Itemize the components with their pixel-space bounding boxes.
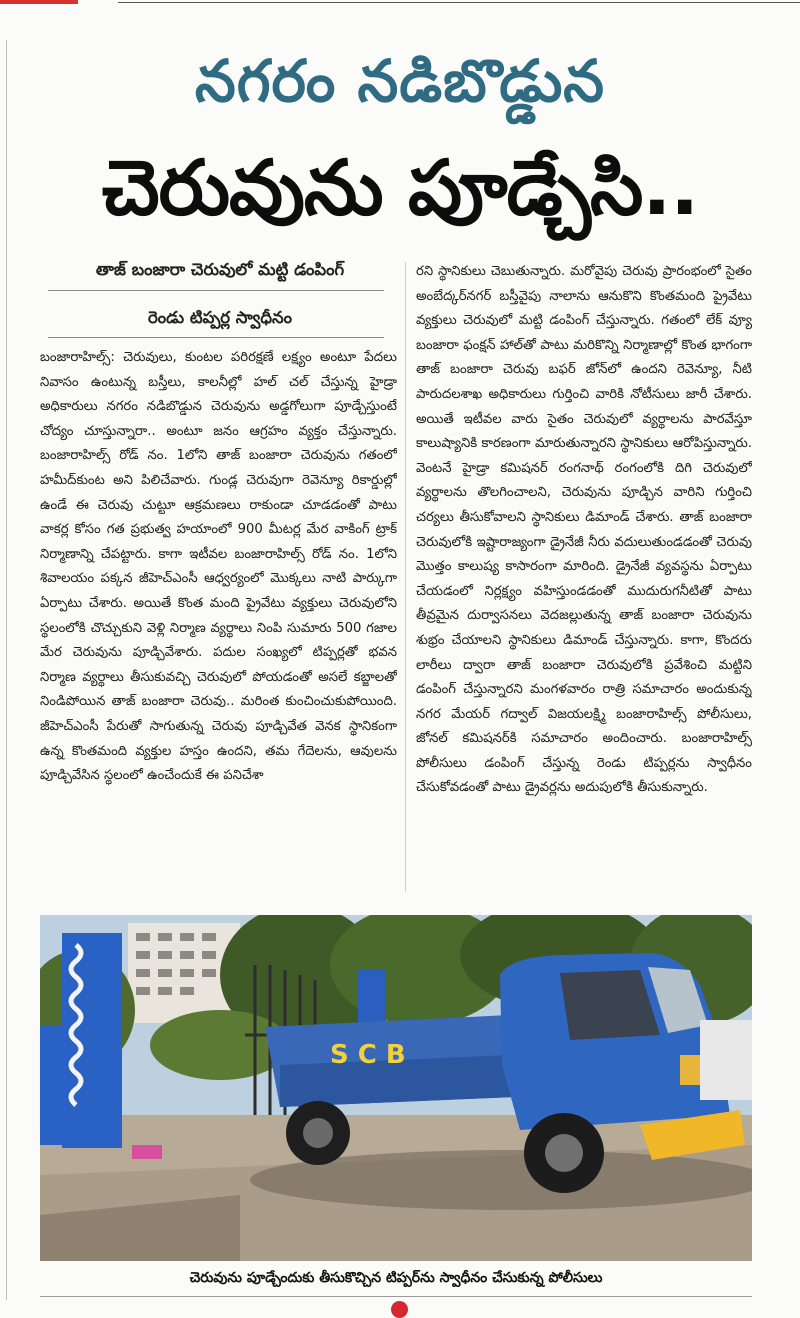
column-separator: [405, 262, 406, 892]
subhead-divider: [48, 290, 384, 291]
top-rule: [0, 0, 800, 4]
body-paragraph-left: బంజారాహిల్స్: చెరువులు, కుంటల పరిరక్షణే లక్ష్యం అంటూ పేదలు నివాసం ఉంటున్న బస్తీలు, కాలనీల్లో హల్ చల్ చేస్తున్న హైడ్రా అధికారులు నగరం నడిబొడ్డున చెరువును అడ్డగోలుగా పూడ్చేస్తుంటే చోద్యం చూస్తున్నారా.. అంటూ జనం ఆగ్రహం వ్యక్తం చేస్తున్నారు. బంజారాహిల్స్ రోడ్ నం. 1లోని తాజ్ బంజారా చెరువును గతంలో హమీద్‌కుంట అని పిలిచేవారు. గుండ్ల చెరువుగా రెవెన్యూ రికార్డుల్లో ఉండే ఈ చెరువు చుట్టూ ఆక్రమణలు రాకుండా చూడడంతో పాటు వాకర్ల కోసం గత ప్రభుత్వ హయాంలో 900 మీటర్ల మేర వాకింగ్ ట్రాక్ నిర్మాణాన్ని చేపట్టారు. కాగా ఇటీవల బంజారాహిల్స్ రోడ్ నం. 1లోని శివాలయం పక్కన జీహెచ్‌ఎంసీ ఆధ్వర్యంలో మొక్కలు నాటి పార్కుగా ఏర్పాటు చేశారు. అయితే కొంత మంది ప్రైవేటు వ్యక్తులు చెరువులోని స్థలంలోకి చొచ్చుకుని వెళ్లి నిర్మాణ వ్యర్థాలు నింపి సుమారు 500 గజాల మేర చెరువును పూడ్చివేశారు. పదుల సంఖ్యలో టిప్పర్లతో భవన నిర్మాణ వ్యర్థాలు తీసుకువచ్చి చెరువులో పోయడంతో అసలే కబ్జాలతో నిండిపోయిన తాజ్ బంజారా చెరువు.. మరింత కుంచించుకుపోయింది. జీహెచ్‌ఎంసీ పేరుతో సాగుతున్న చెరువు పూడ్చివేత వెనక స్థానికంగా ఉన్న కొంతమంది వ్యక్తుల హస్తం ఉందని, తమ గేదెలను, ఆవులను పూడ్చివేసిన స్థలంలో ఉంచేందుకే ఈ పనిచేశా: [40, 350, 397, 784]
body-column-right: [416, 260, 752, 900]
main-headline: చెరువును పూడ్చేసి..: [101, 143, 699, 232]
news-photo-tipper-truck: [40, 915, 752, 1261]
subheadline-2: రెండు టిప్పర్ల స్వాధీనం: [148, 308, 292, 327]
page-margin-rule: [6, 40, 7, 1300]
photo-caption: చెరువును పూడ్చేందుకు తీసుకొచ్చిన టిప్పర్‌ను స్వాధీనం చేసుకున్న పోలీసులు: [189, 1270, 603, 1286]
body-column-left: [40, 346, 397, 896]
page-marker-dot: [391, 1301, 408, 1318]
subheadline-1: తాజ్ బంజారా చెరువులో మట్టి డంపింగ్: [95, 260, 345, 279]
kicker-headline: నగరం నడిబొడ్డున: [194, 47, 606, 115]
caption-rule: [40, 1296, 752, 1297]
truck-lettering: S C B: [330, 1040, 406, 1070]
subhead-divider: [48, 337, 384, 338]
body-paragraph-right: రని స్థానికులు చెబుతున్నారు. మరోవైపు చెరువు ప్రారంభంలో సైతం అంబేద్కర్‌నగర్ బస్తీవైపు నాలాను ఆనుకొని కొంతమంది ప్రైవేటు వ్యక్తులు చెరువులో మట్టి డంపింగ్ చేస్తున్నారు. గతంలో లేక్ వ్యూ బంజారా ఫంక్షన్ హాల్‌తో పాటు మరికొన్ని నిర్మాణాల్లో కొంత భాగంగా తాజ్ బంజారా చెరువు బఫర్ జోన్‌లో ఉందని రెవెన్యూ, నీటి పారుదలశాఖ అధికారులు గుర్తించి వారికి నోటీసులు జారీ చేశారు. అయితే ఇటీవల వారు సైతం చెరువులో వ్యర్థాలను పారవేస్తూ కాలుష్యానికి కారణంగా మారుతున్నారని స్థానికులు ఆరోపిస్తున్నారు. వెంటనే హైడ్రా కమిషనర్ రంగనాథ్ రంగంలోకి దిగి చెరువులో వ్యర్థాలను తొలగించాలని, చెరువును పూడ్చిన వారిని గుర్తించి చర్యలు తీసుకోవాలని స్థానికులు డిమాండ్ చేశారు. తాజ్ బంజారా చెరువులోకి ఇష్టారాజ్యంగా డ్రైనేజీ నీరు వదులుతుండడంతో చెరువు మొత్తం కాలుష్య కాసారంగా మారింది. డ్రైనేజీ వ్యవస్థను ఏర్పాటు చేయడంలో నిర్లక్ష్యం వహిస్తుండడంతో ముదురుగనీటితో పాటు తీవ్రమైన దుర్వాసనలు వెదజల్లుతున్న తాజ్ బంజారా చెరువును శుభ్రం చేయాలని స్థానికులు డిమాండ్ చేస్తున్నారు. కాగా, కొందరు లారీలు ద్వారా తాజ్ బంజారా చెరువులోకి ప్రవేశించి మట్టిని డంపింగ్ చేస్తున్నారని మంగళవారం రాత్రి సమాచారం అందుకున్న నగర మేయర్ గద్వాల్ విజయలక్ష్మి బంజారాహిల్స్ పోలీసులు, జోనల్ కమిషనర్‌కి సమాచారం అందించారు. బంజారాహిల్స్ పోలీసులు డంపింగ్ చేస్తున్న రెండు టిప్పర్లను స్వాధీనం చేసుకోవడంతో పాటు డ్రైవర్లను అదుపులోకి తీసుకున్నారు.: [416, 264, 752, 796]
